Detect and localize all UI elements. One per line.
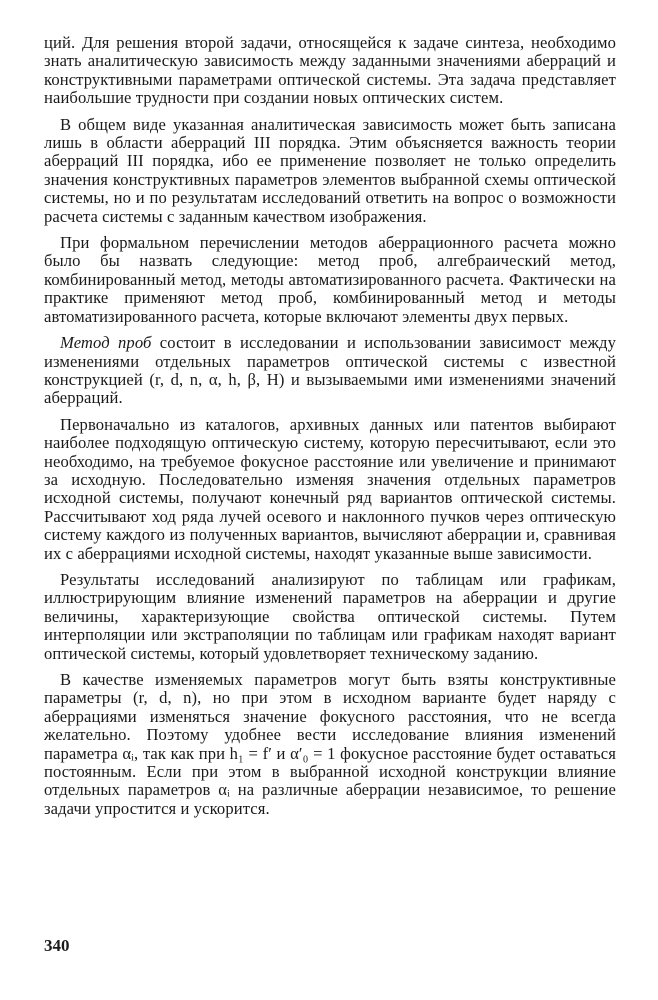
paragraph-4 xyxy=(44,334,616,408)
paragraph-2: В общем виде указанная аналитическая зависимость может быть записана лишь в области аберраций III порядка. Этим объясняется важность теории аберраций III порядка, ибо ее применение позволяет не только определить значения конструктивных параметров элементов выбранной схемы оптической системы, но и по результатам исследований ответить на вопрос о возможности расчета системы с заданным качеством изображения. xyxy=(44,114,616,226)
paragraph-1: ций. Для решения второй задачи, относящейся к задаче синтеза, необходимо знать аналитическую зависимость между заданными значениями аберраций и конструктивными параметрами оптической системы. Эта задача представляет наибольшие трудности при создании новых оптических систем. xyxy=(44,33,616,108)
paragraph-4-text: состоит в исследовании и использовании зависимост между изменениями отдельных параметров оптической системы с известной конструкцией (r, d, n, α, h, β, H) и вызываемыми ими изменениями значений аберраций. xyxy=(44,333,616,408)
page-body xyxy=(44,34,616,826)
method-term: Метод проб xyxy=(60,333,152,353)
paragraph-7: В качестве изменяемых параметров могут быть взяты конструктивные параметры (r, d, n), но при этом в исходном варианте будет наряду с аберрациями изменяться значение фокусного расстояния, что не всегда желательно. Поэтому удобнее вести исследование влияния изменений параметра αᵢ, так как при h₁ = f′ и α′₀ = 1 фокусное расстояние будет оставаться постоянным. Если при этом в выбранной исходной конструкции влияние отдельных параметров αᵢ на различные аберрации независимое, то решение задачи упростится и ускорится. xyxy=(44,670,616,818)
paragraph-3: При формальном перечислении методов аберрационного расчета можно было бы назвать следующие: метод проб, алгебраический метод, комбинированный метод, методы автоматизированного расчета. Фактически на практике применяют метод проб, комбинированный метод и методы автоматизированного расчета, которые включают элементы двух первых. xyxy=(44,233,616,326)
paragraph-5: Первоначально из каталогов, архивных данных или патентов выбирают наиболее подходящую оптическую систему, которую пересчитывают, если это необходимо, на требуемое фокусное расстояние или увеличение и принимают за исходную. Последовательно изменяя значения отдельных параметров исходной системы, получают конечный ряд вариантов оптической системы. Рассчитывают ход ряда лучей осевого и наклонного пучков через оптическую систему каждого из полученных вариантов, вычисляют аберрации и, сравнивая их с аберрациями исходной системы, находят указанные выше зависимости. xyxy=(44,414,616,563)
paragraph-6: Результаты исследований анализируют по таблицам или графикам, иллюстрирующим влияние изменений параметров на аберрации и другие величины, характеризующие свойства оптической системы. Путем интерполяции или экстраполяции по таблицам или графикам находят вариант оптической системы, который удовлетворяет техническому заданию. xyxy=(44,569,616,663)
page-number: 340 xyxy=(44,936,70,955)
